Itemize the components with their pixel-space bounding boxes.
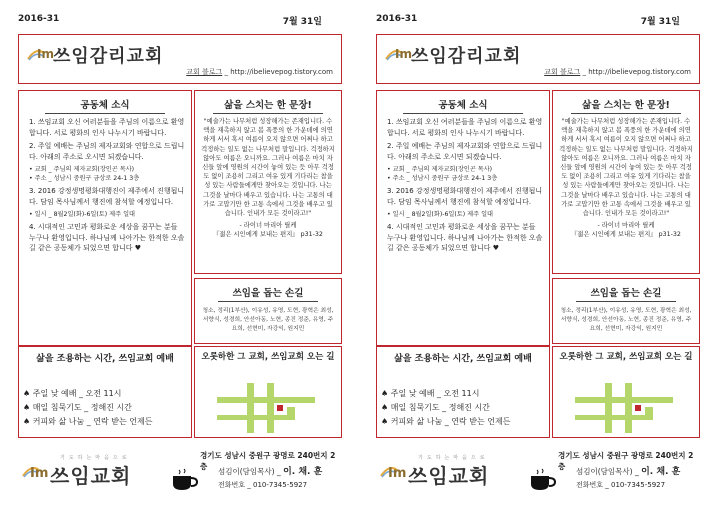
community-news-panel [18,90,192,346]
pastor-line [218,464,322,477]
bulletin-footer [18,440,342,500]
quote-author: - 라이너 마리아 릴케 [597,222,655,230]
issue-line [376,14,700,27]
worship-panel [376,346,550,438]
logo-im: Im [37,47,54,61]
news-item-3: 3. 2016 강정생명평화대행진이 제주에서 진행됩니다. 담임 목사님께서 행진에 참석할 예정입니다. [29,187,185,206]
directions-map [575,381,673,433]
worship-panel [18,346,192,438]
hands-title-underline [218,301,318,302]
news-item-4: 4. 시대적인 고민과 평화로운 세상을 꿈꾸는 분들 누구나 환영입니다. 하나님께 나아가는 한적한 오솔길 같은 공동체가 되었으면 합니다 ♥ [387,223,543,252]
worship-list [381,387,510,429]
quote-book: 『젊은 시인에게 보내는 편지』 p31-32 [213,231,323,239]
news-item-2-church: • 교회 _ 주님의 제자교회(장인곤 목사) [29,166,135,173]
worship-item-coffee: ♠ 커피와 삶 나눔 _ 연락 받는 언제든 [381,417,511,426]
phone-number: 010-7345-5927 [253,481,308,489]
quote-title: 삶을 스치는 한 문장! [582,100,670,111]
church-name: 쓰임감리교회 [53,46,164,67]
news-list [29,117,185,257]
worship-item-sunday: ♠ 주일 낮 예배 _ 오전 11시 [381,389,480,398]
news-item-2-address: • 주소 _ 성남시 중원구 금상로 24-1 3층 [29,175,140,182]
worship-title: 삶을 조용하는 시간, 쓰임교회 예배 [36,354,174,364]
news-title-underline [403,113,523,114]
news-item-2-address: • 주소 _ 성남시 중원구 금상로 24-1 3층 [387,175,498,182]
worship-list [23,387,152,429]
blog-url[interactable]: http://ibelievepog.tistory.com [230,68,333,76]
blog-label: 교회 블로그 [186,68,223,76]
helping-hands-panel [194,278,342,344]
quote-body [559,117,693,240]
footer-tagline: 기 도 하 는 마 음 으 로 [418,455,486,461]
bulletin-footer [376,440,700,500]
blog-line: 교회 블로그 _ http://ibelievepog.tistory.com [186,68,333,76]
news-item-3-date: • 일시 _ 8월2일(화)-6일(토) 제주 일대 [387,211,494,218]
worship-item-sunday: ♠ 주일 낮 예배 _ 오전 11시 [23,389,122,398]
worship-item-prayer: ♠ 매일 침묵기도 _ 정해진 시간 [381,403,490,412]
directions-title: 오롯하한 그 교회, 쓰임교회 오는 길 [201,352,335,362]
news-title-underline [45,113,165,114]
church-address: 경기도 성남시 중원구 광명로 240번지 2층 [200,451,336,471]
quote-title: 삶을 스치는 한 문장! [224,100,312,111]
church-address: 경기도 성남시 중원구 광명로 240번지 2층 [558,451,694,471]
news-title: 공동체 소식 [438,100,488,111]
pastor-label: 섬김이(담임목사) _ [576,467,639,476]
phone-label: 전화번호 _ [218,481,251,489]
quote-title-underline [213,113,323,114]
quote-body [201,117,335,240]
blog-url[interactable]: http://ibelievepog.tistory.com [588,68,691,76]
blog-line: 교회 블로그 _ http://ibelievepog.tistory.com [544,68,691,76]
pastor-label: 섬김이(담임목사) _ [218,467,281,476]
directions-panel [194,346,342,438]
quote-text: "예술가는 나무처럼 성장해가는 존재입니다. 수액을 재촉하지 않고 봄 폭풍의 한 가운데에 의연하게 서서 혹시 여름이 오지 않으면 어쩌나 하고 걱정하는 일도 없는 나무처럼 말입니다. 걱정하지 않아도 여름은 오니까요. 그러나 여름은 마치 자신들 앞에 영원의 시간이 놓여 있는 듯 아무 걱정도 없이 조용히 그리고 여유 있게 기다리는 참을성 있는 사람들에게만 찾아오는 것입니다. 나는 그것을 날마다 배우고 있습니다. 나는 고통의 대가로 고맙기만 한 고통 속에서 그것을 배우고 있습니다. 인내가 모든 것이라고!" [559,118,693,218]
blog-label: 교회 블로그 [544,68,581,76]
news-item-4: 4. 시대적인 고민과 평화로운 세상을 꿈꾸는 분들 누구나 환영입니다. 하나님께 나아가는 한적한 오솔길 같은 공동체가 되었으면 합니다 ♥ [29,223,185,252]
news-item-3: 3. 2016 강정생명평화대행진이 제주에서 진행됩니다. 담임 목사님께서 행진에 참석할 예정입니다. [387,187,543,206]
news-item-3-date: • 일시 _ 8월2일(화)-6일(토) 제주 일대 [29,211,136,218]
worship-title: 삶을 조용하는 시간, 쓰임교회 예배 [394,354,532,364]
phone-number: 010-7345-5927 [611,481,666,489]
hands-text: 청소, 정리(1부산), 이유성, 유영, 도현, 광혁은 최성, 서향식, 성경희, 안선아동, 노현, 종진 정준, 유영, 주요희, 선현미, 자강익, 원지민 [202,308,334,332]
news-item-1: 1. 쓰임교회 오신 여러분들을 주님의 이름으로 환영합니다. 서로 평화의 인사 나누시기 바랍니다. [29,118,185,137]
quote-panel [552,90,700,274]
hands-title-underline [576,301,676,302]
church-header [18,34,342,84]
issue-number: 2016-31 [18,14,60,24]
quote-title-underline [571,113,681,114]
footer-church-name: 쓰임교회 [408,464,490,488]
quote-author: - 라이너 마리아 릴케 [239,222,297,230]
news-item-2-church: • 교회 _ 주님의 제자교회(장인곤 목사) [387,166,493,173]
church-name: 쓰임감리교회 [411,46,522,67]
hands-text: 청소, 정리(1부산), 이유성, 유영, 도현, 광혁은 최성, 서향식, 성경희, 안선아동, 노현, 종진 정준, 유영, 주요희, 선현미, 자강익, 원지민 [560,308,692,332]
pastor-line [576,464,680,477]
quote-book: 『젊은 시인에게 보내는 편지』 p31-32 [571,231,681,239]
hands-title: 쓰임을 돕는 손길 [590,288,662,299]
footer-logo-im: Im [30,466,49,481]
news-list [387,117,543,257]
quote-panel [194,90,342,274]
directions-map [217,381,315,433]
directions-title: 오롯하한 그 교회, 쓰임교회 오는 길 [559,352,693,362]
footer-tagline: 기 도 하 는 마 음 으 로 [60,455,128,461]
church-header [376,34,700,84]
pastor-name: 이. 채. 훈 [283,467,323,477]
hands-title: 쓰임을 돕는 손길 [232,288,304,299]
helping-hands-panel [552,278,700,344]
issue-number: 2016-31 [376,14,418,24]
quote-text: "예술가는 나무처럼 성장해가는 존재입니다. 수액을 재촉하지 않고 봄 폭풍의 한 가운데에 의연하게 서서 혹시 여름이 오지 않으면 어쩌나 하고 걱정하는 일도 없는 나무처럼 말입니다. 걱정하지 않아도 여름은 오니까요. 그러나 여름은 마치 자신들 앞에 영원의 시간이 놓여 있는 듯 아무 걱정도 없이 조용히 그리고 여유 있게 기다리는 참을성 있는 사람들에게만 찾아오는 것입니다. 나는 그것을 날마다 배우고 있습니다. 나는 고통의 대가로 고맙기만 한 고통 속에서 그것을 배우고 있습니다. 인내가 모든 것이라고!" [201,118,335,218]
church-marker-icon [635,405,641,411]
news-item-2: 2. 주일 예배는 주님의 제자교회와 연합으로 드립니다. 아래의 주소로 오시면 되겠습니다. [29,142,185,161]
worship-item-coffee: ♠ 커피와 삶 나눔 _ 연락 받는 언제든 [23,417,153,426]
phone-line [576,480,665,490]
footer-church-name: 쓰임교회 [50,464,132,488]
issue-date: 7월 31일 [640,17,680,27]
news-item-1: 1. 쓰임교회 오신 여러분들을 주님의 이름으로 환영합니다. 서로 평화의 인사 나누시기 바랍니다. [387,118,543,137]
news-item-2: 2. 주일 예배는 주님의 제자교회와 연합으로 드립니다. 아래의 주소로 오시면 되겠습니다. [387,142,543,161]
church-marker-icon [277,405,283,411]
news-title: 공동체 소식 [80,100,130,111]
issue-date: 7월 31일 [282,17,322,27]
issue-line [18,14,342,27]
bulletin-page-right [362,0,714,508]
bulletin-page-left [4,0,356,508]
coffee-cup-icon [170,468,200,492]
coffee-cup-icon [528,468,558,492]
worship-item-prayer: ♠ 매일 침묵기도 _ 정해진 시간 [23,403,132,412]
phone-label: 전화번호 _ [576,481,609,489]
pastor-name: 이. 채. 훈 [641,467,681,477]
directions-panel [552,346,700,438]
footer-logo-im: Im [388,466,407,481]
community-news-panel [376,90,550,346]
phone-line [218,480,307,490]
logo-im: Im [395,47,412,61]
